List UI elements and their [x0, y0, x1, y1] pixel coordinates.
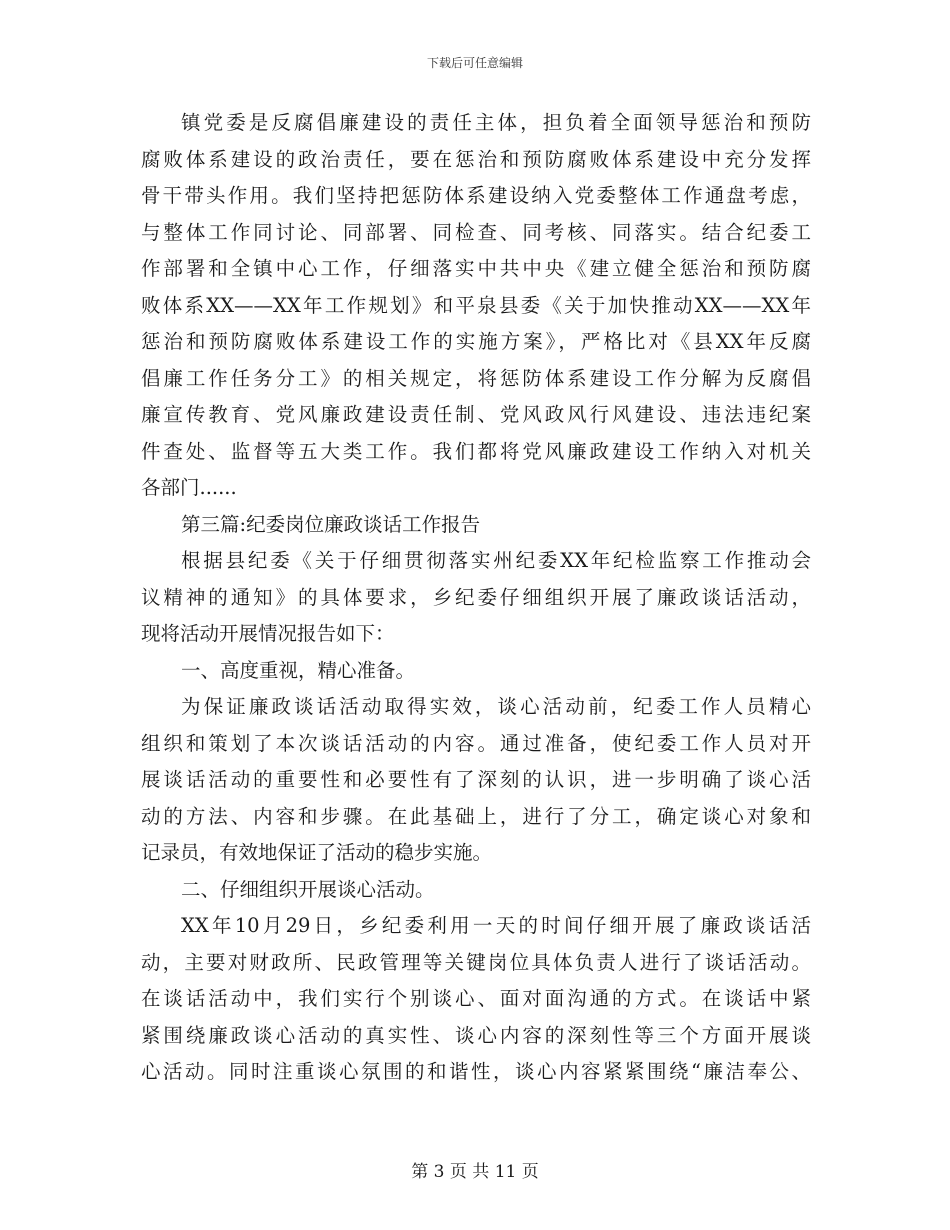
text-line: XX年10月29日，乡纪委利用一天的时间仔细开展了廉政谈话活 — [181, 914, 811, 937]
text-line: 骨干带头作用。我们坚持把惩防体系建设纳入党委整体工作通盘考虑， — [141, 184, 811, 207]
document-body — [141, 105, 811, 1091]
text-line: 根据县纪委《关于仔细贯彻落实州纪委XX年纪检监察工作推动会 — [181, 549, 811, 572]
text-line: 镇党委是反腐倡廉建设的责任主体，担负着全面领导惩治和预防 — [181, 111, 811, 134]
text-line: 动的方法、内容和步骤。在此基础上，进行了分工，确定谈心对象和 — [141, 804, 811, 828]
page-number: 第 3 页 共 11 页 — [411, 1162, 539, 1182]
text-line: 倡廉工作任务分工》的相关规定，将惩防体系建设工作分解为反腐倡 — [141, 366, 811, 390]
text-line: 记录员，有效地保证了活动的稳步实施。 — [141, 841, 493, 864]
subsection-heading: 二、仔细组织开展谈心活动。 — [181, 877, 435, 901]
text-line: 惩治和预防腐败体系建设工作的实施方案》，严格比对《县XX年反腐 — [141, 330, 811, 353]
text-line: 展谈话活动的重要性和必要性有了深刻的认识，进一步明确了谈心活 — [141, 768, 811, 791]
text-line: 败体系XX——XX年工作规划》和平泉县委《关于加快推动XX——XX年 — [141, 293, 811, 317]
text-line: 件查处、监督等五大类工作。我们都将党风廉政建设工作纳入对机关 — [141, 439, 811, 463]
text-line: 现将活动开展情况报告如下： — [141, 622, 395, 645]
text-line: 在谈话活动中，我们实行个别谈心、面对面沟通的方式。在谈话中紧 — [141, 987, 811, 1010]
text-line: 各部门...... — [141, 476, 237, 499]
text-line: 紧围绕廉政谈心活动的真实性、谈心内容的深刻性等三个方面开展谈 — [141, 1023, 811, 1047]
text-line: 心活动。同时注重谈心氛围的和谐性，谈心内容紧紧围绕“廉洁奉公、 — [141, 1060, 811, 1083]
text-line: 作部署和全镇中心工作，仔细落实中共中央《建立健全惩治和预防腐 — [141, 257, 811, 280]
text-line: 廉宣传教育、党风廉政建设责任制、党风政风行风建设、违法违纪案 — [141, 403, 811, 426]
text-line: 为保证廉政谈话活动取得实效，谈心活动前，纪委工作人员精心 — [181, 695, 811, 718]
section-heading: 第三篇:纪委岗位廉政谈话工作报告 — [181, 512, 481, 536]
text-line: 动，主要对财政所、民政管理等关键岗位具体负责人进行了谈话活动。 — [141, 950, 811, 974]
text-line: 组织和策划了本次谈话活动的内容。通过准备，使纪委工作人员对开 — [141, 731, 811, 755]
text-line: 与整体工作同讨论、同部署、同检查、同考核、同落实。结合纪委工 — [141, 220, 811, 244]
page-header-note: 下载后可任意编辑 — [426, 56, 523, 70]
subsection-heading: 一、高度重视，精心准备。 — [181, 658, 416, 682]
text-line: 议精神的通知》的具体要求，乡纪委仔细组织开展了廉政谈话活动， — [141, 585, 811, 609]
text-line: 腐败体系建设的政治责任，要在惩治和预防腐败体系建设中充分发挥 — [141, 147, 811, 171]
